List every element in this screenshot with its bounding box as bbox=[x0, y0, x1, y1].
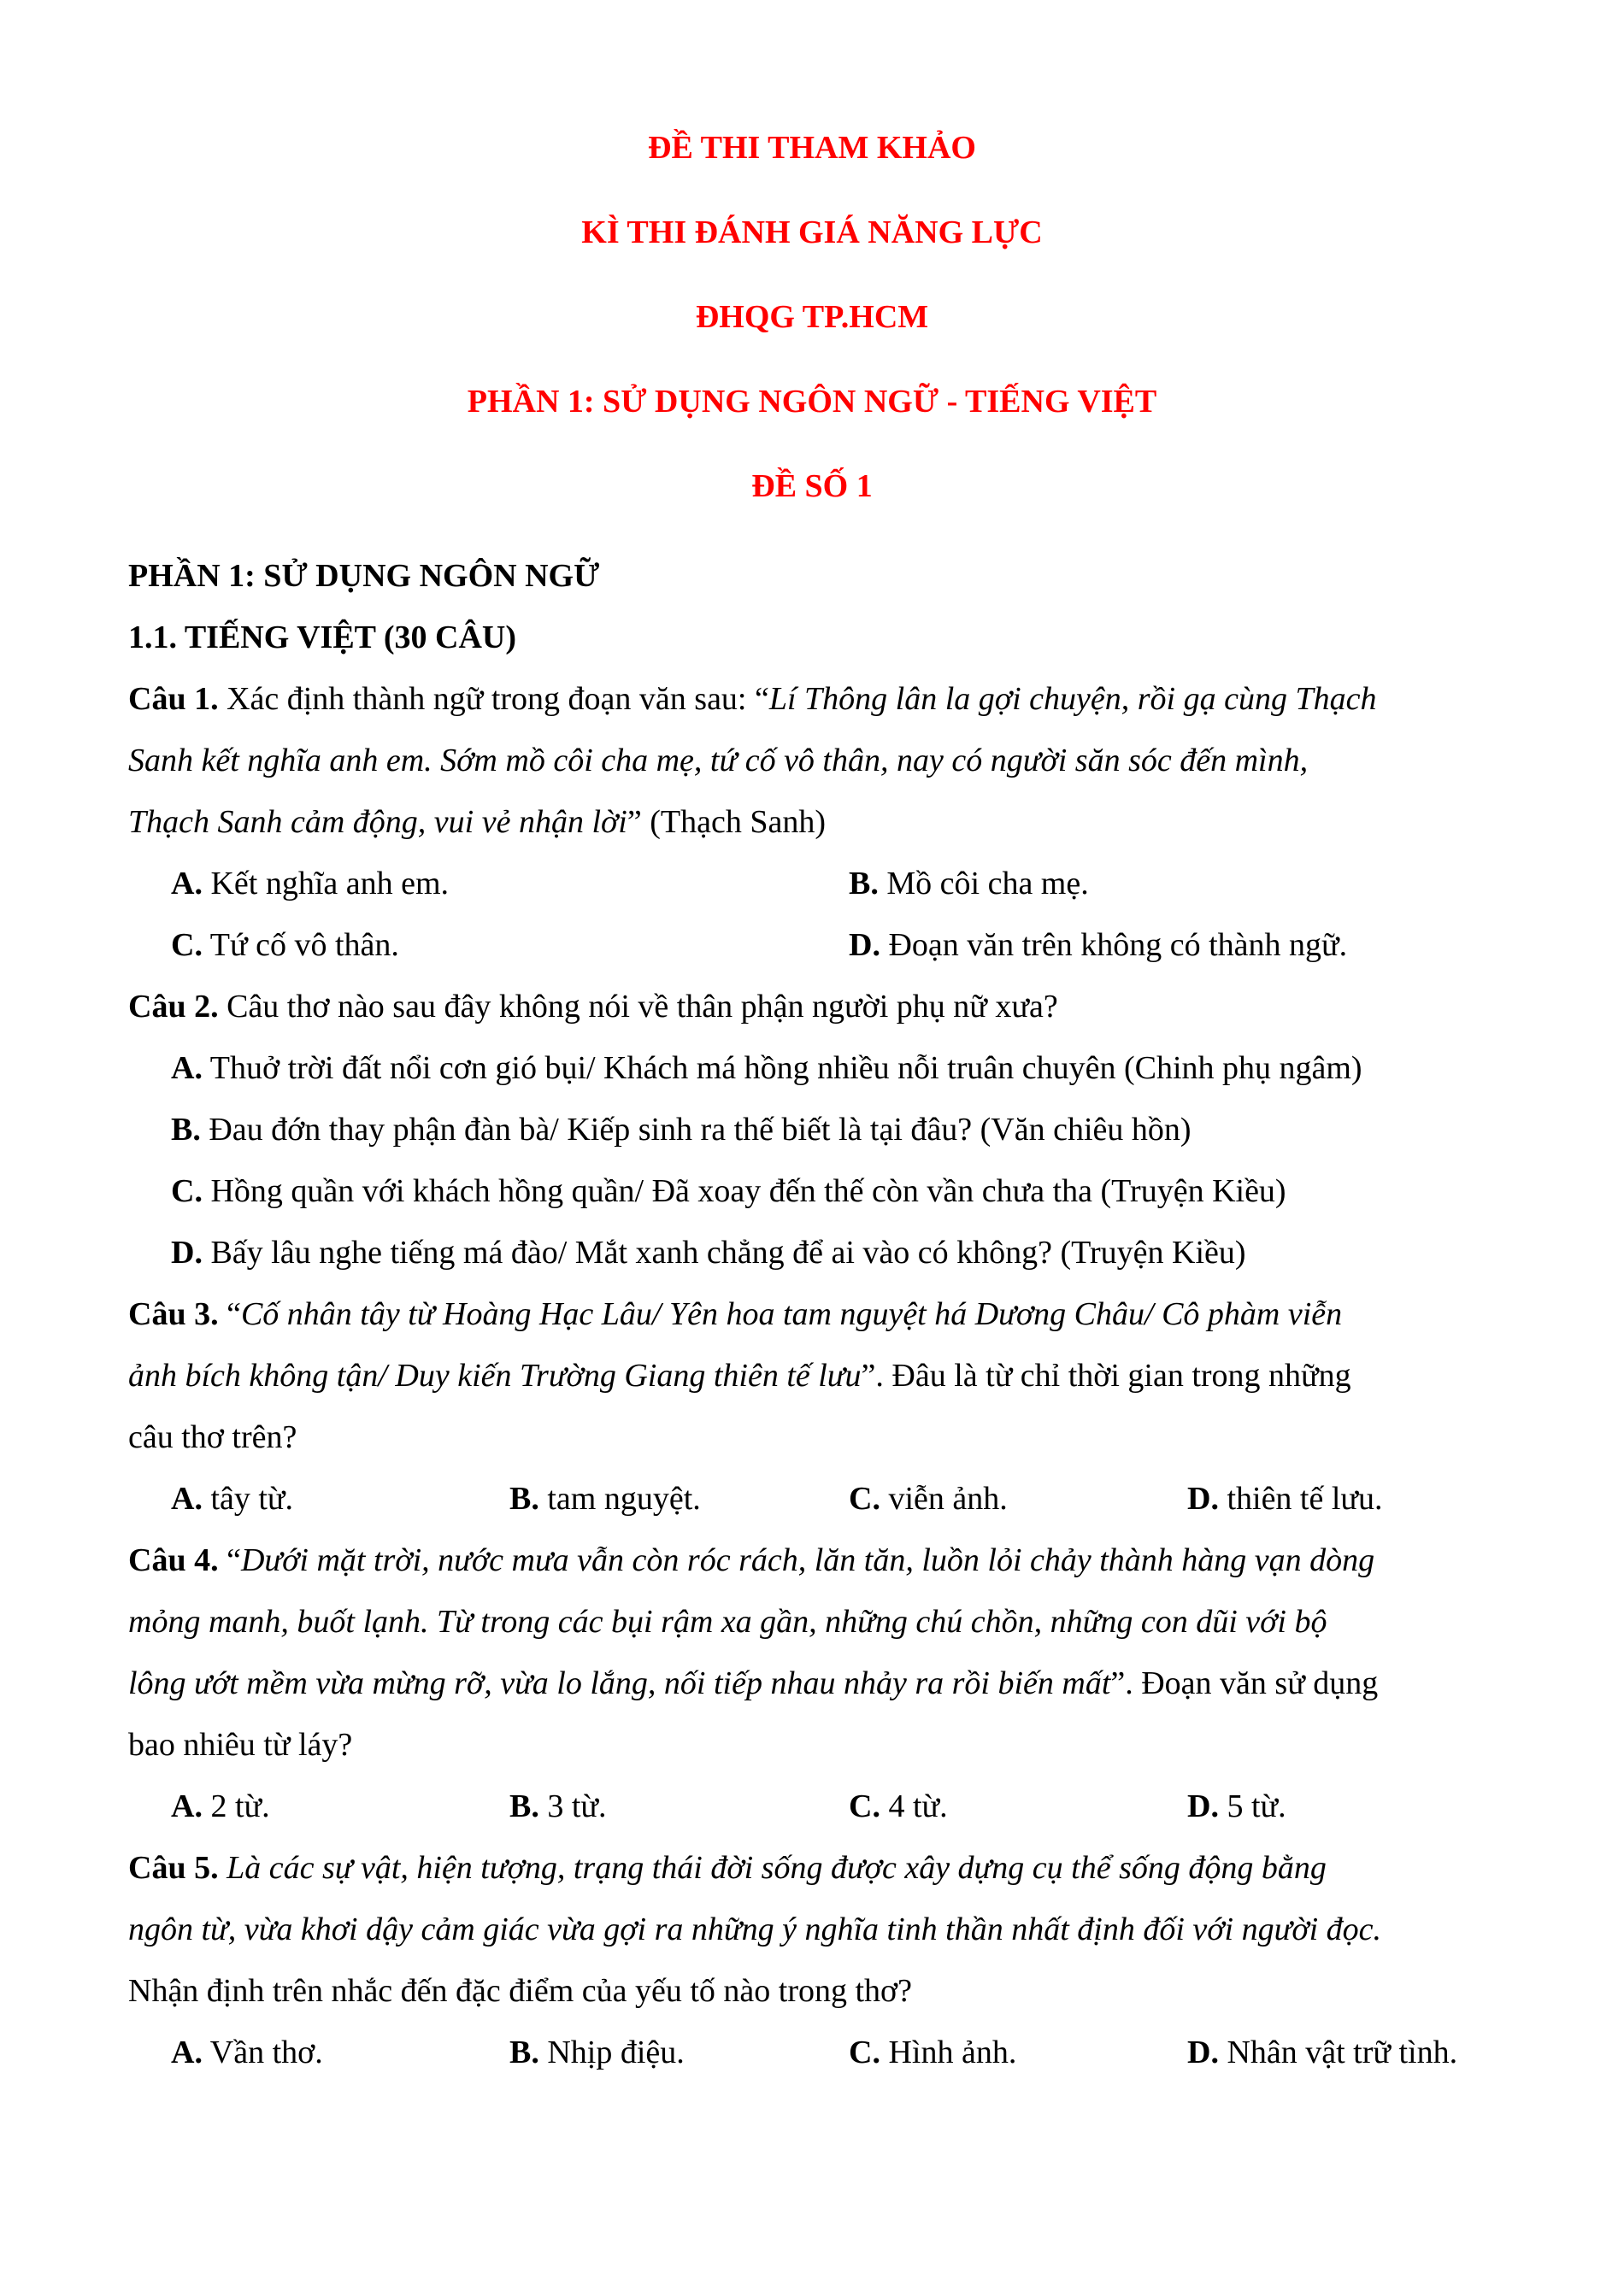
option-label: C. bbox=[849, 1788, 880, 1824]
question-3-line-2 bbox=[128, 1356, 1513, 1395]
exam-number: ĐỀ SỐ 1 bbox=[751, 468, 873, 504]
option-text: viễn ảnh. bbox=[880, 1481, 1008, 1517]
question-4-line-2: mỏng manh, buốt lạnh. Từ trong các bụi rậm xa gần, những chú chồn, những con dũi với bộ bbox=[128, 1604, 1327, 1640]
option-text: 3 từ. bbox=[538, 1788, 607, 1824]
option-label: D. bbox=[1187, 2035, 1219, 2070]
question-5-line-3: Nhận định trên nhắc đến đặc điểm của yếu tố nào trong thơ? bbox=[128, 1973, 913, 2009]
question-5-option-b bbox=[509, 2033, 685, 2072]
option-text: 2 từ. bbox=[202, 1788, 270, 1824]
option-label: A. bbox=[171, 1050, 203, 1086]
university-name: ĐHQG TP.HCM bbox=[695, 299, 929, 335]
question-1-label: Câu 1. bbox=[128, 681, 219, 717]
question-5-option-a bbox=[171, 2033, 323, 2072]
exam-name: KÌ THI ĐÁNH GIÁ NĂNG LỰC bbox=[581, 214, 1043, 250]
option-text: thiên tế lưu. bbox=[1218, 1481, 1383, 1517]
question-1-quote: Lí Thông lân la gợi chuyện, rồi gạ cùng Thạch bbox=[768, 681, 1377, 717]
question-4-line-1 bbox=[128, 1541, 1513, 1580]
question-4-option-b bbox=[509, 1787, 607, 1826]
question-1-line-3 bbox=[128, 802, 1513, 842]
option-label: C. bbox=[171, 927, 203, 963]
question-1-option-b bbox=[849, 864, 1089, 903]
option-text: Kết nghĩa anh em. bbox=[202, 866, 450, 901]
option-text: Đoạn văn trên không có thành ngữ. bbox=[880, 927, 1348, 963]
question-1-source: ” (Thạch Sanh) bbox=[627, 804, 826, 840]
question-4-quote: Dưới mặt trời, nước mưa vẫn còn róc rách, lăn tăn, luồn lỏi chảy thành hàng vạn dòng bbox=[240, 1542, 1375, 1578]
option-text: Thuở trời đất nổi cơn gió bụi/ Khách má hồng nhiều nỗi truân chuyên (Chinh phụ ngâm) bbox=[202, 1050, 1362, 1086]
section-heading: PHẦN 1: SỬ DỤNG NGÔN NGỮ bbox=[128, 558, 600, 594]
option-text: Vần thơ. bbox=[202, 2035, 323, 2070]
question-2-line-1 bbox=[128, 987, 1513, 1026]
option-text: 4 từ. bbox=[880, 1788, 948, 1824]
option-label: A. bbox=[171, 1788, 203, 1824]
question-3-option-b bbox=[509, 1479, 701, 1518]
option-text: Hồng quần với khách hồng quần/ Đã xoay đến thế còn vần chưa tha (Truyện Kiều) bbox=[202, 1173, 1286, 1209]
question-5-line-2: ngôn từ, vừa khơi dậy cảm giác vừa gợi ra những ý nghĩa tinh thần nhất định đối với người đọc. bbox=[128, 1911, 1382, 1947]
question-1-line-2: Sanh kết nghĩa anh em. Sớm mồ côi cha mẹ, tứ cố vô thân, nay có người săn sóc đến mình, bbox=[128, 743, 1309, 778]
option-text: Mồ côi cha mẹ. bbox=[878, 866, 1089, 901]
option-label: C. bbox=[849, 2035, 880, 2070]
option-text: Hình ảnh. bbox=[880, 2035, 1017, 2070]
question-1-quote-end: Thạch Sanh cảm động, vui vẻ nhận lời bbox=[128, 804, 627, 840]
question-1-option-a bbox=[171, 864, 449, 903]
question-3-option-d bbox=[1187, 1479, 1383, 1518]
option-label: B. bbox=[171, 1112, 201, 1148]
option-label: B. bbox=[509, 1481, 539, 1517]
question-4-option-a bbox=[171, 1787, 270, 1826]
question-2-option-a bbox=[171, 1048, 1362, 1088]
question-4-line-3 bbox=[128, 1664, 1513, 1703]
option-text: Đau đớn thay phận đàn bà/ Kiếp sinh ra thế biết là tại đâu? (Văn chiêu hồn) bbox=[200, 1112, 1192, 1148]
doc-title: ĐỀ THI THAM KHẢO bbox=[648, 130, 976, 166]
option-text: 5 từ. bbox=[1218, 1788, 1286, 1824]
option-label: C. bbox=[849, 1481, 880, 1517]
option-label: B. bbox=[849, 866, 879, 901]
option-text: Tứ cố vô thân. bbox=[202, 927, 399, 963]
question-4-option-d bbox=[1187, 1787, 1286, 1826]
question-4-open-quote: “ bbox=[218, 1542, 241, 1578]
question-4-label: Câu 4. bbox=[128, 1542, 219, 1578]
question-4-quote-end: lông ướt mềm vừa mừng rỡ, vừa lo lắng, nối tiếp nhau nhảy ra rồi biến mất bbox=[128, 1665, 1111, 1701]
question-2-label: Câu 2. bbox=[128, 989, 219, 1025]
question-4-line-4: bao nhiêu từ láy? bbox=[128, 1727, 353, 1763]
question-3-label: Câu 3. bbox=[128, 1296, 219, 1332]
question-3-option-a bbox=[171, 1479, 293, 1518]
question-4-text: ”. Đoạn văn sử dụng bbox=[1110, 1665, 1379, 1701]
option-label: B. bbox=[509, 1788, 539, 1824]
option-label: A. bbox=[171, 866, 203, 901]
question-4-option-c bbox=[849, 1787, 948, 1826]
question-3-option-c bbox=[849, 1479, 1008, 1518]
question-3-line-3: câu thơ trên? bbox=[128, 1419, 297, 1455]
question-2-option-b bbox=[171, 1110, 1192, 1149]
question-2-option-c bbox=[171, 1171, 1286, 1211]
question-2-option-d bbox=[171, 1233, 1246, 1272]
question-5-line-1 bbox=[128, 1848, 1513, 1888]
question-3-open-quote: “ bbox=[218, 1296, 241, 1332]
option-text: tây từ. bbox=[202, 1481, 294, 1517]
question-2-text: Câu thơ nào sau đây không nói về thân phận người phụ nữ xưa? bbox=[218, 989, 1058, 1025]
question-1-line-1 bbox=[128, 679, 1513, 719]
question-3-text: ”. Đâu là từ chỉ thời gian trong những bbox=[861, 1358, 1351, 1394]
question-1-option-c bbox=[171, 925, 399, 965]
option-label: D. bbox=[849, 927, 880, 963]
option-label: D. bbox=[1187, 1788, 1219, 1824]
option-label: B. bbox=[509, 2035, 539, 2070]
option-label: D. bbox=[1187, 1481, 1219, 1517]
option-text: Nhịp điệu. bbox=[538, 2035, 685, 2070]
question-3-line-1 bbox=[128, 1295, 1513, 1334]
option-text: Bấy lâu nghe tiếng má đào/ Mắt xanh chẳng để ai vào có không? (Truyện Kiều) bbox=[202, 1235, 1246, 1271]
question-3-quote-end: ảnh bích không tận/ Duy kiến Trường Giang thiên tế lưu bbox=[128, 1358, 862, 1394]
option-text: Nhân vật trữ tình. bbox=[1218, 2035, 1458, 2070]
question-1-option-d bbox=[849, 925, 1347, 965]
question-3-quote: Cố nhân tây từ Hoàng Hạc Lâu/ Yên hoa tam nguyệt há Dương Châu/ Cô phàm viễn bbox=[240, 1296, 1343, 1332]
option-text: tam nguyệt. bbox=[538, 1481, 701, 1517]
question-5-option-d bbox=[1187, 2033, 1457, 2072]
part-title: PHẦN 1: SỬ DỤNG NGÔN NGỮ - TIẾNG VIỆT bbox=[467, 384, 1157, 420]
question-5-statement: Là các sự vật, hiện tượng, trạng thái đời sống được xây dựng cụ thể sống động bằng bbox=[218, 1850, 1327, 1886]
question-5-label: Câu 5. bbox=[128, 1850, 219, 1886]
option-label: A. bbox=[171, 1481, 203, 1517]
subsection-heading: 1.1. TIẾNG VIỆT (30 CÂU) bbox=[128, 620, 516, 655]
option-label: D. bbox=[171, 1235, 203, 1271]
question-5-option-c bbox=[849, 2033, 1016, 2072]
option-label: C. bbox=[171, 1173, 203, 1209]
option-label: A. bbox=[171, 2035, 203, 2070]
question-1-text: Xác định thành ngữ trong đoạn văn sau: “ bbox=[218, 681, 769, 717]
